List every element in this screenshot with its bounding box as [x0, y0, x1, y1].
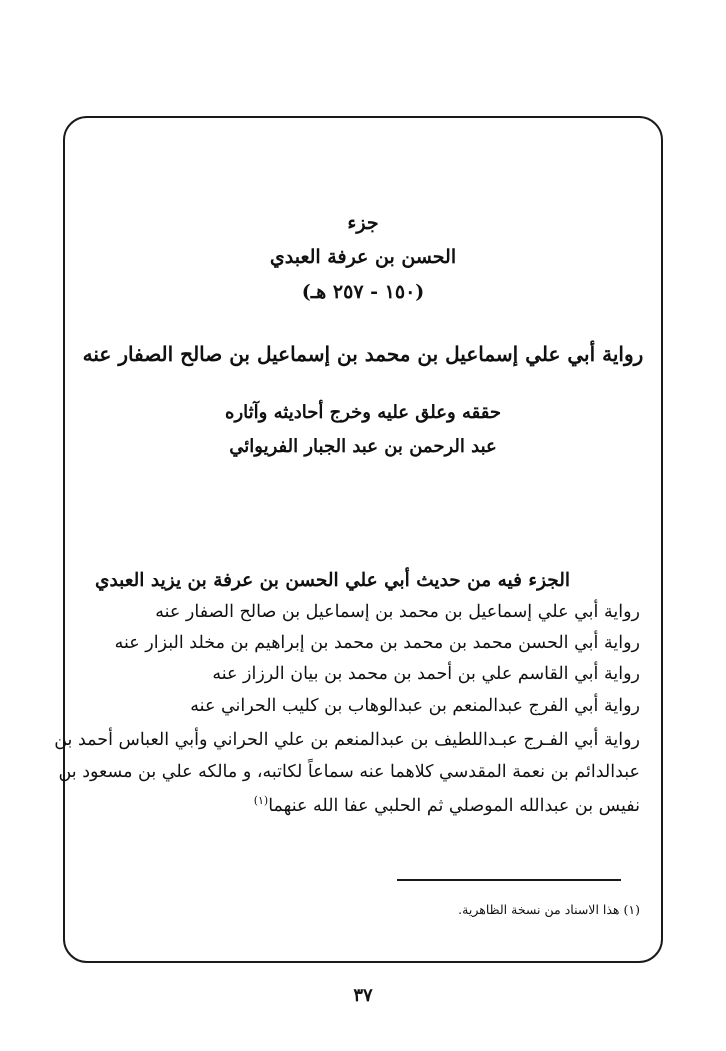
- footnote-separator: [397, 879, 621, 881]
- page-number: ٣٧: [353, 985, 373, 1006]
- footnote-reference: (١): [253, 794, 269, 807]
- footnote-marker: (١): [623, 902, 640, 917]
- footnote-text: هذا الاسناد من نسخة الظاهرية.: [458, 902, 620, 917]
- chain-heading: الجزء فيه من حديث أبي علي الحسن بن عرفة بن يزيد العبدي: [94, 570, 570, 591]
- chain-line: عبدالدائم بن نعمة المقدسي كلاهما عنه سماعاً لكاتبه، و مالكه علي بن مسعود بن: [58, 762, 640, 782]
- chain-line-last: [70, 794, 640, 816]
- narration-title: رواية أبي علي إسماعيل بن محمد بن إسماعيل بن صالح الصفار عنه: [82, 342, 644, 366]
- editor-name: عبد الرحمن بن عبد الجبار الفريوائي: [229, 436, 497, 457]
- title-juz: جزء: [347, 212, 379, 234]
- chain-line: رواية أبي الفـرج عبـداللطيف بن عبدالمنعم بن علي الحراني وأبي العباس أحمد بن: [54, 730, 640, 750]
- chain-line: رواية أبي علي إسماعيل بن محمد بن إسماعيل بن صالح الصفار عنه: [155, 602, 640, 622]
- chain-line: رواية أبي الفرج عبدالمنعم بن عبدالوهاب بن كليب الحراني عنه: [190, 696, 640, 716]
- title-author: الحسن بن عرفة العبدي: [269, 246, 457, 268]
- chain-line: رواية أبي القاسم علي بن أحمد بن محمد بن بيان الرزاز عنه: [212, 664, 640, 684]
- chain-line: رواية أبي الحسن محمد بن محمد بن محمد بن إبراهيم بن مخلد البزار عنه: [114, 633, 640, 653]
- chain-line-text: نفيس بن عبدالله الموصلي ثم الحلبي عفا الله عنهما: [268, 795, 640, 816]
- page-border-frame: [54, 116, 663, 963]
- editor-credit: حققه وعلق عليه وخرج أحاديثه وآثاره: [225, 402, 501, 423]
- title-dates: (١٥٠ - ٢٥٧ هـ): [301, 281, 425, 303]
- footnote: [458, 902, 640, 917]
